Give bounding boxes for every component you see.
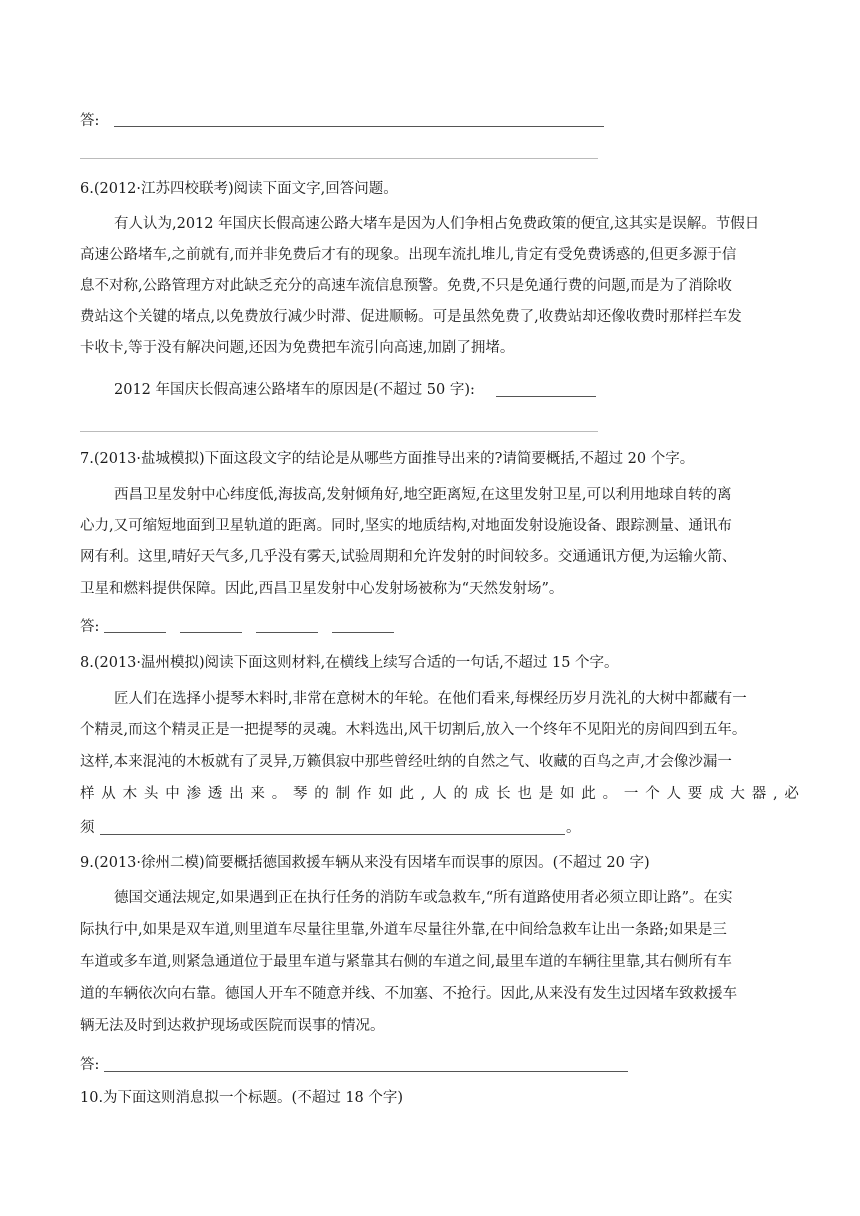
q8-paragraph-line: 这样,本来混沌的木板就有了灵异,万籁俱寂中那些曾经吐纳的自然之气、收藏的百鸟之声,才会像沙漏一	[80, 754, 732, 770]
question-9-header: 9.(2013·徐州二模)简要概括德国救援车辆从来没有因堵车而误事的原因。(不超过 20 字)	[80, 855, 650, 871]
q7-answer-blank[interactable]	[180, 632, 242, 633]
q6-paragraph-line: 卡收卡,等于没有解决问题,还因为免费把车流引向高速,加剧了拥堵。	[80, 340, 515, 356]
q6-paragraph-line: 有人认为,2012 年国庆长假高速公路大堵车是因为人们争相占免费政策的便宜,这其实是误解。节假日	[114, 216, 760, 232]
q8-paragraph-line: 个精灵,而这个精灵正是一把提琴的灵魂。木料选出,风干切割后,放入一个终年不见阳光的房间四到五年。	[80, 722, 747, 738]
q8-tail-end: 。	[566, 820, 581, 836]
q9-paragraph-line: 车道或多车道,则紧急通道位于最里车道与紧靠其右侧的车道之间,最里车道的车辆往里靠,其右侧所有车	[80, 954, 732, 970]
q7-paragraph-line: 网有利。这里,晴好天气多,几乎没有雾天,试验周期和允许发射的时间较多。交通通讯方便,为运输火箭、	[80, 549, 737, 565]
question-7-header: 7.(2013·盐城模拟)下面这段文字的结论是从哪些方面推导出来的?请简要概括,不超过 20 个字。	[80, 451, 695, 467]
q6-paragraph-line: 费站这个关键的堵点,以免费放行减少时滞、促进顺畅。可是虽然免费了,收费站却还像收费时那样拦车发	[80, 309, 742, 325]
answer-label: 答:	[80, 619, 100, 635]
q9-paragraph-line: 德国交通法规定,如果遇到正在执行任务的消防车或急救车,“所有道路使用者必须立即让路”。在实	[114, 890, 733, 906]
q8-paragraph-line: 匠人们在选择小提琴木料时,非常在意树木的年轮。在他们看来,每棵经历岁月洗礼的大树中都藏有一	[114, 691, 747, 707]
q9-paragraph-line: 道的车辆依次向右靠。德国人开车不随意并线、不加塞、不抢行。因此,从来没有发生过因堵车致救援车	[80, 986, 738, 1002]
q6-answer-blank[interactable]	[80, 431, 598, 432]
question-8-header: 8.(2013·温州模拟)阅读下面这则材料,在横线上续写合适的一句话,不超过 15 个字。	[80, 655, 619, 671]
q9-answer-blank[interactable]	[104, 1071, 628, 1072]
q8-answer-blank[interactable]	[100, 834, 565, 835]
q7-paragraph-line: 卫星和燃料提供保障。因此,西昌卫星发射中心发射场被称为“天然发射场”。	[80, 581, 564, 597]
answer-label: 答:	[80, 1057, 100, 1073]
question-6-header: 6.(2012·江苏四校联考)阅读下面文字,回答问题。	[80, 181, 398, 197]
q6-paragraph-line: 息不对称,公路管理方对此缺乏充分的高速车流信息预警。免费,不只是免通行费的问题,而是为了消除收	[80, 278, 732, 294]
q9-paragraph-line: 辆无法及时到达救护现场或医院而误事的情况。	[80, 1018, 385, 1034]
q7-paragraph-line: 心力,又可缩短地面到卫星轨道的距离。同时,坚实的地质结构,对地面发射设施设备、跟踪测量、通讯布	[80, 518, 732, 534]
q9-paragraph-line: 际执行中,如果是双车道,则里道车尽量往里靠,外道车尽量往外靠,在中间给急救车让出一条路;如果是三	[80, 922, 727, 938]
q6-answer-blank[interactable]	[496, 396, 596, 397]
answer-blank-line[interactable]	[114, 126, 604, 127]
q7-answer-blank[interactable]	[332, 632, 394, 633]
q7-answer-blank[interactable]	[256, 632, 318, 633]
q7-paragraph-line: 西昌卫星发射中心纬度低,海拔高,发射倾角好,地空距离短,在这里发射卫星,可以利用地球自转的离	[114, 487, 732, 503]
q8-paragraph-line: 样从木头中渗透出来。琴的制作如此,人的成长也是如此。一个人要成大器,必	[80, 786, 806, 802]
answer-blank-line[interactable]	[80, 158, 598, 159]
q7-answer-blank[interactable]	[104, 632, 166, 633]
q6-paragraph-line: 高速公路堵车,之前就有,而并非免费后才有的现象。出现车流扎堆儿,肯定有受免费诱惑的,但更多源于信	[80, 247, 737, 263]
q6-prompt: 2012 年国庆长假高速公路堵车的原因是(不超过 50 字):	[114, 382, 475, 398]
answer-label: 答:	[80, 113, 100, 129]
q8-tail-start: 须	[80, 820, 95, 836]
question-10-header: 10.为下面这则消息拟一个标题。(不超过 18 个字)	[80, 1090, 404, 1106]
